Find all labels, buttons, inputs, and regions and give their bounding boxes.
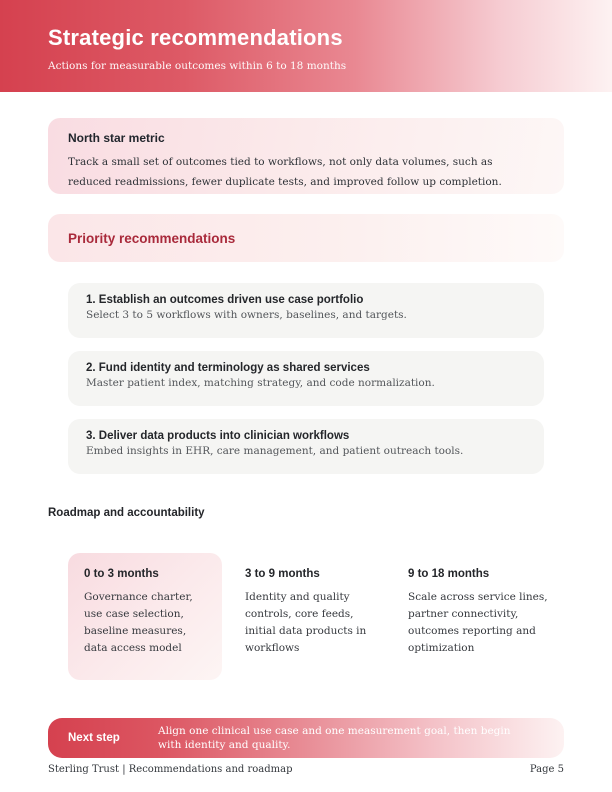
phase-title: 0 to 3 months <box>84 568 159 580</box>
footer-page-number: Page 5 <box>529 764 564 775</box>
priority-section-heading: Priority recommendations <box>68 230 236 246</box>
roadmap-phase-3-9-months <box>245 553 387 680</box>
recommendation-card-1 <box>68 283 544 338</box>
page-header <box>0 0 612 92</box>
priority-section-banner <box>48 214 564 262</box>
north-star-body: Track a small set of outcomes tied to workflows, not only data volumes, such as reduced readmissions, fewer duplicate tests, and improved follow up completion. <box>68 156 502 188</box>
north-star-heading: North star metric <box>68 131 165 145</box>
north-star-callout <box>48 118 564 194</box>
roadmap-section-heading: Roadmap and accountability <box>48 507 205 519</box>
recommendation-list <box>68 283 544 487</box>
roadmap-phase-9-18-months <box>408 553 558 680</box>
recommendation-title: 3. Deliver data products into clinician workflows <box>86 430 350 442</box>
recommendation-desc: Master patient index, matching strategy, and code normalization. <box>86 377 435 389</box>
recommendation-card-2 <box>68 351 544 406</box>
next-step-label: Next step <box>68 732 120 744</box>
page-title: Strategic recommendations <box>48 25 343 50</box>
recommendation-desc: Select 3 to 5 workflows with owners, baselines, and targets. <box>86 309 407 321</box>
recommendation-card-3 <box>68 419 544 474</box>
phase-title: 3 to 9 months <box>245 568 320 580</box>
roadmap-phase-0-3-months <box>68 553 222 680</box>
recommendation-title: 1. Establish an outcomes driven use case portfolio <box>86 294 364 306</box>
roadmap-timeline <box>68 553 558 680</box>
phase-desc: Governance charter, use case selection, baseline measures, data access model <box>84 591 193 654</box>
next-step-banner <box>48 718 564 758</box>
page-footer <box>48 764 564 775</box>
recommendation-title: 2. Fund identity and terminology as shared services <box>86 362 370 374</box>
next-step-desc: Align one clinical use case and one measurement goal, then begin with identity and quality. <box>158 725 511 751</box>
footer-source: Sterling Trust | Recommendations and roadmap <box>48 764 293 775</box>
phase-desc: Identity and quality controls, core feeds, initial data products in workflows <box>245 591 367 654</box>
recommendation-desc: Embed insights in EHR, care management, and patient outreach tools. <box>86 445 464 457</box>
page-subtitle: Actions for measurable outcomes within 6 to 18 months <box>48 60 347 72</box>
phase-desc: Scale across service lines, partner connectivity, outcomes reporting and optimization <box>408 591 548 654</box>
phase-title: 9 to 18 months <box>408 568 490 580</box>
